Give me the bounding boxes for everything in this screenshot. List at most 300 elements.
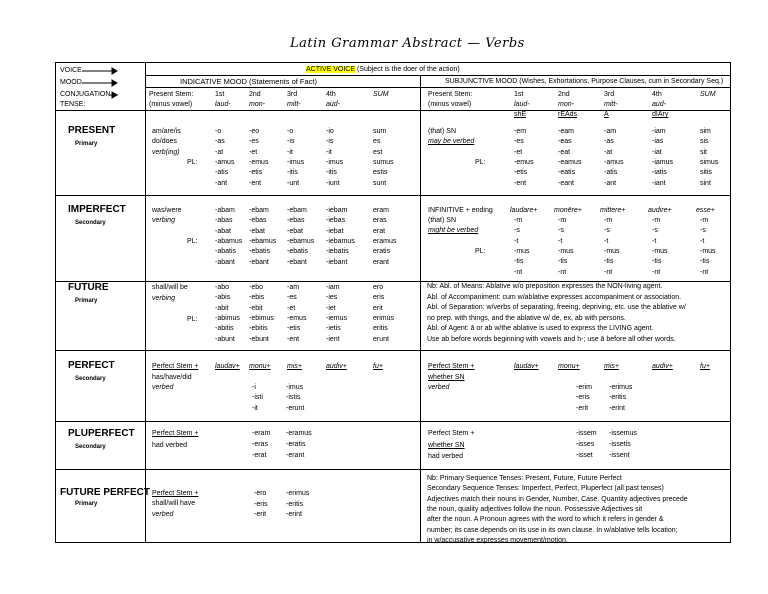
grammar-note: in w/accusative expresses movement/motion. bbox=[427, 536, 568, 544]
ending-imperfect-sub: -s bbox=[652, 227, 658, 235]
ending-imperfect-ind: -abam bbox=[215, 207, 235, 214]
ending-pluperfect-sub: -issemus bbox=[609, 430, 638, 437]
ending-present-sub: -eant bbox=[558, 179, 574, 187]
sub-conj-header: 2nd bbox=[558, 91, 570, 98]
ending-present-ind: -as bbox=[215, 138, 225, 146]
ending-present-ind: -unt bbox=[287, 179, 300, 187]
ending-imperfect-ind: -ebam bbox=[287, 207, 307, 214]
ending-future-ind: -iet bbox=[326, 304, 336, 312]
ending-imperfect-sub: -nt bbox=[604, 268, 613, 276]
ending-pluperfect-ind: -eram bbox=[252, 430, 271, 437]
ending-present-sub: sis bbox=[700, 138, 709, 146]
ending-present-ind: -es bbox=[249, 138, 259, 146]
ending-future-ind: -ebis bbox=[249, 294, 265, 302]
ending-present-sub: sit bbox=[700, 148, 707, 156]
ending-perfect-sub: -erit bbox=[576, 404, 589, 412]
ending-futperf-ind: -erimus bbox=[286, 490, 310, 497]
ending-present-sub: -emus bbox=[514, 158, 534, 166]
future-meaning: verbing bbox=[152, 295, 175, 302]
ending-imperfect-sub: -mus bbox=[514, 247, 530, 255]
sub-meaning: (that) SN bbox=[428, 128, 457, 135]
ending-imperfect-ind: -iebatis bbox=[326, 248, 349, 256]
perfect-sub-label: Perfect Stem + bbox=[428, 363, 475, 370]
ending-imperfect-sub: -tis bbox=[604, 258, 614, 266]
ending-present-sub: -es bbox=[514, 138, 524, 146]
ending-imperfect-sub: -t bbox=[604, 237, 609, 245]
mood-label: MOOD bbox=[60, 79, 82, 86]
ending-present-sub: -at bbox=[604, 148, 613, 156]
ending-present-ind: -o bbox=[215, 128, 222, 135]
ending-imperfect-ind: eram bbox=[373, 207, 389, 214]
sequence-present: Primary bbox=[75, 141, 98, 147]
ending-perfect-ind: -i bbox=[252, 384, 256, 391]
ending-present-ind: es bbox=[373, 138, 381, 146]
ending-imperfect-ind: -ebant bbox=[249, 258, 269, 266]
active-voice-note: (Subject is the doer of the action) bbox=[356, 66, 460, 73]
ending-present-sub: -et bbox=[514, 148, 523, 156]
active-voice-heading bbox=[306, 66, 460, 74]
ending-present-sub: -eas bbox=[558, 138, 572, 146]
imperfect-meaning: verbing bbox=[152, 217, 175, 224]
imperfect-meaning: was/were bbox=[152, 207, 182, 214]
present-meaning: verb(ing) bbox=[152, 148, 180, 156]
futperf-meaning: verbed bbox=[152, 511, 174, 518]
table-border-bottom bbox=[55, 542, 731, 543]
sub-meaning: may be verbed bbox=[428, 138, 475, 145]
ending-present-ind: -ant bbox=[215, 179, 228, 187]
ending-imperfect-ind: -ebam bbox=[249, 207, 269, 214]
active-voice-highlight: ACTIVE VOICE bbox=[306, 66, 356, 73]
pl-label: PL: bbox=[475, 159, 486, 166]
ending-present-sub: -iatis bbox=[652, 169, 667, 177]
infinitive-stem: monēre+ bbox=[554, 207, 582, 214]
ending-perfect-sub: -erimus bbox=[609, 384, 633, 391]
ending-imperfect-sub: -t bbox=[652, 237, 657, 245]
ending-present-sub: -as bbox=[604, 138, 614, 146]
ending-imperfect-sub: -tis bbox=[514, 258, 524, 266]
indicative-heading bbox=[180, 78, 317, 86]
sequence-future: Primary bbox=[75, 298, 98, 304]
ending-present-ind: sum bbox=[373, 128, 387, 135]
ending-pluperfect-ind: -eratis bbox=[286, 441, 306, 448]
pl-label: PL: bbox=[475, 248, 486, 255]
ind-stem: laud- bbox=[215, 101, 231, 108]
ending-present-ind: -imus bbox=[326, 158, 344, 166]
ending-future-ind: -abo bbox=[215, 284, 230, 291]
ending-present-ind: sumus bbox=[373, 158, 394, 166]
ending-imperfect-sub: -m bbox=[514, 217, 523, 224]
ending-imperfect-sub: -m bbox=[700, 217, 709, 224]
ending-futperf-ind: -erint bbox=[286, 511, 302, 519]
ending-future-ind: -ebimus bbox=[249, 314, 274, 322]
infinitive-stem: mittere+ bbox=[600, 207, 626, 214]
pluperfect-sub-label: Perfect Stem + bbox=[428, 430, 475, 437]
ending-future-ind: -abit bbox=[215, 304, 229, 312]
ending-pluperfect-ind: -erat bbox=[252, 452, 267, 459]
ending-present-ind: -etis bbox=[249, 169, 263, 177]
ablative-note: Abl. of Accompaniment: cum w/ablative expresses accompaniment or association. bbox=[427, 293, 682, 301]
label-column-divider bbox=[145, 62, 146, 543]
ending-futperf-ind: -eritis bbox=[286, 500, 304, 508]
ending-pluperfect-sub: -issetis bbox=[609, 441, 631, 448]
ending-present-ind: sunt bbox=[373, 179, 387, 187]
ending-future-ind: -abunt bbox=[215, 335, 235, 343]
ending-imperfect-sub: -t bbox=[514, 237, 519, 245]
ending-imperfect-sub: -nt bbox=[700, 268, 709, 276]
ending-pluperfect-ind: -eramus bbox=[286, 430, 312, 437]
row-divider-3 bbox=[55, 350, 731, 351]
ending-present-ind: -eo bbox=[249, 128, 260, 135]
ending-imperfect-sub: -tis bbox=[558, 258, 568, 266]
ending-imperfect-sub: -mus bbox=[700, 247, 716, 255]
pl-label: PL: bbox=[187, 159, 198, 166]
ending-perfect-sub: -erint bbox=[609, 404, 625, 412]
ending-imperfect-ind: -abat bbox=[215, 227, 231, 235]
sub-stem: mitt- bbox=[604, 101, 618, 108]
ending-imperfect-ind: -iebamus bbox=[326, 237, 355, 245]
ending-present-sub: -iamus bbox=[652, 158, 674, 166]
futperf-stem-label: Perfect Stem + bbox=[152, 490, 199, 497]
ending-imperfect-ind: -abas bbox=[215, 217, 233, 225]
ending-present-sub: sint bbox=[700, 179, 711, 187]
ending-imperfect-sub: -s bbox=[514, 227, 520, 235]
ending-present-ind: -it bbox=[326, 148, 332, 156]
sequence-futperf: Primary bbox=[75, 501, 98, 507]
ending-pluperfect-sub: -isset bbox=[576, 452, 593, 459]
row-divider-4 bbox=[55, 421, 731, 422]
ending-futperf-ind: -erit bbox=[254, 511, 267, 519]
ending-imperfect-ind: -ebatis bbox=[287, 248, 309, 256]
sub-conj-header: 1st bbox=[514, 91, 524, 98]
sub-mnemonic: dIAry bbox=[652, 111, 669, 118]
ending-imperfect-ind: -ebatis bbox=[249, 248, 271, 256]
ending-present-sub: -amus bbox=[604, 158, 624, 166]
perfect-meaning: verbed bbox=[152, 384, 174, 391]
ending-future-ind: -ebunt bbox=[249, 335, 269, 343]
ending-pluperfect-sub: -isses bbox=[576, 441, 595, 448]
sub-conj-header: SUM bbox=[700, 91, 716, 98]
ablative-note: Abl. of Agent: ā or ab w/the ablative is used to express the LIVING agent. bbox=[427, 325, 654, 333]
ending-future-ind: -abitis bbox=[215, 325, 234, 333]
sub-conj-header: 4th bbox=[652, 91, 662, 98]
ending-perfect-sub: -eris bbox=[576, 394, 590, 402]
perfect-stem: monu+ bbox=[249, 363, 271, 370]
perfect-stem: mis+ bbox=[287, 363, 302, 370]
ending-imperfect-ind: erant bbox=[373, 258, 389, 266]
tense-label: TENSE: bbox=[60, 101, 86, 108]
present-meaning: do/does bbox=[152, 138, 177, 146]
ending-present-ind: -ent bbox=[249, 179, 262, 187]
ending-present-sub: -em bbox=[514, 128, 527, 135]
sub-mnemonic: A bbox=[604, 111, 609, 118]
ending-present-ind: -amus bbox=[215, 158, 235, 166]
subjunctive-heading bbox=[445, 78, 723, 86]
tense-name-present: PRESENT bbox=[68, 125, 116, 136]
tense-name-perfect: PERFECT bbox=[68, 360, 115, 371]
sequence-perfect: Secondary bbox=[75, 376, 106, 382]
infinitive-stem: audire+ bbox=[648, 207, 672, 214]
ending-imperfect-ind: -ebamus bbox=[287, 237, 315, 245]
voice-label: VOICE bbox=[60, 67, 82, 74]
pl-label: PL: bbox=[187, 316, 198, 323]
ind-conj-header: 3rd bbox=[287, 91, 298, 98]
table-border-top bbox=[55, 62, 731, 63]
ending-imperfect-sub: -nt bbox=[652, 268, 661, 276]
tense-name-pluperfect: PLUPERFECT bbox=[68, 428, 135, 439]
ending-present-sub: -ant bbox=[604, 179, 617, 187]
ind-stem: mitt- bbox=[287, 101, 301, 108]
future-meaning: shall/will be bbox=[152, 284, 188, 291]
subjunctive-note: (Wishes, Exhortations, Purpose Clauses, cum in Secondary Seq.) bbox=[519, 78, 724, 85]
ending-imperfect-ind: eras bbox=[373, 217, 387, 225]
perfect-sub-stem: laudav+ bbox=[514, 363, 539, 370]
sub-meaning: might be verbed bbox=[428, 227, 479, 234]
header-divider-mood bbox=[145, 87, 731, 88]
ending-imperfect-ind: -ebat bbox=[249, 227, 265, 235]
grammar-note: the noun, quality adjectives follow the noun. Possessive Adjectives sit bbox=[427, 505, 643, 513]
ending-imperfect-ind: -iebam bbox=[326, 207, 348, 214]
ending-present-ind: -at bbox=[215, 148, 224, 156]
ending-present-ind: -it bbox=[287, 148, 293, 156]
ending-imperfect-sub: -t bbox=[558, 237, 563, 245]
ind-conj-header: 2nd bbox=[249, 91, 261, 98]
perfect-meaning: has/have/did bbox=[152, 374, 192, 381]
ind-conj-header: 4th bbox=[326, 91, 336, 98]
ending-present-ind: -imus bbox=[287, 158, 305, 166]
ending-pluperfect-sub: -issent bbox=[609, 452, 630, 459]
ending-future-ind: -iam bbox=[326, 284, 340, 291]
ending-future-ind: erimus bbox=[373, 314, 395, 322]
ending-present-sub: -eamus bbox=[558, 158, 582, 166]
ending-future-ind: -ent bbox=[287, 335, 300, 343]
ending-imperfect-ind: -iebas bbox=[326, 217, 346, 225]
row-divider-5 bbox=[55, 469, 731, 470]
ending-future-ind: -abis bbox=[215, 294, 231, 302]
ending-pluperfect-ind: -erant bbox=[286, 452, 305, 459]
ending-imperfect-sub: -mus bbox=[652, 247, 668, 255]
ending-imperfect-sub: -m bbox=[604, 217, 613, 224]
perfect-sub-meaning: verbed bbox=[428, 384, 450, 391]
ending-future-ind: -ebitis bbox=[249, 325, 268, 333]
sub-meaning: (that) SN bbox=[428, 217, 457, 224]
ending-imperfect-sub: -m bbox=[652, 217, 661, 224]
ending-imperfect-sub: -nt bbox=[514, 268, 523, 276]
ending-present-ind: est bbox=[373, 148, 383, 156]
ending-imperfect-sub: -s bbox=[700, 227, 706, 235]
ending-imperfect-ind: -ebamus bbox=[249, 237, 277, 245]
grammar-note: Adjectives match their nouns in Gender, Number, Case. Quantity adjectives precede bbox=[427, 495, 688, 503]
infinitive-stem: esse+ bbox=[696, 207, 715, 214]
ending-perfect-sub: -erim bbox=[576, 384, 592, 391]
ind-conj-header: SUM bbox=[373, 91, 389, 98]
table-border-right bbox=[730, 62, 731, 543]
ending-present-sub: -ent bbox=[514, 179, 527, 187]
ending-present-ind: -iunt bbox=[326, 179, 340, 187]
ending-imperfect-ind: erat bbox=[373, 227, 386, 235]
mood-column-divider bbox=[420, 75, 421, 543]
ending-imperfect-ind: eramus bbox=[373, 237, 397, 245]
sub-stem: mon- bbox=[558, 101, 574, 108]
ending-imperfect-sub: -m bbox=[558, 217, 567, 224]
infinitive-stem: laudare+ bbox=[510, 207, 538, 214]
perfect-stem: laudav+ bbox=[215, 363, 240, 370]
ending-imperfect-sub: -mus bbox=[558, 247, 574, 255]
ending-future-ind: -ebo bbox=[249, 284, 264, 291]
ending-future-ind: eritis bbox=[373, 325, 388, 333]
ending-present-sub: -eat bbox=[558, 148, 571, 156]
ending-present-ind: -emus bbox=[249, 158, 269, 166]
pluperfect-meaning: had verbed bbox=[152, 442, 188, 449]
ending-present-sub: simus bbox=[700, 158, 719, 166]
perfect-sub-stem: fu+ bbox=[700, 363, 710, 370]
ending-present-ind: -is bbox=[287, 138, 295, 146]
ending-imperfect-ind: -abant bbox=[215, 258, 235, 266]
perfect-stem-label: Perfect Stem + bbox=[152, 363, 199, 370]
ablative-note: no prep. with things, and the ablative w/ de, ex, ab with persons. bbox=[427, 314, 626, 322]
header-divider-voice bbox=[145, 75, 731, 76]
ind-stem: mon- bbox=[249, 101, 265, 108]
sub-conj-header: 3rd bbox=[604, 91, 615, 98]
sub-minus-vowel-label: (minus vowel) bbox=[428, 101, 472, 108]
ending-perfect-ind: -imus bbox=[286, 384, 304, 391]
ending-imperfect-ind: -abamus bbox=[215, 237, 243, 245]
ending-present-sub: sim bbox=[700, 128, 711, 135]
ending-imperfect-ind: -ebas bbox=[287, 217, 305, 225]
ending-future-ind: -ietis bbox=[326, 325, 341, 333]
ending-future-ind: -ies bbox=[326, 294, 338, 302]
ending-futperf-ind: -ero bbox=[254, 490, 267, 497]
table-border-left bbox=[55, 62, 56, 543]
indicative-note: (Statements of Fact) bbox=[249, 77, 317, 86]
ending-present-sub: -ias bbox=[652, 138, 664, 146]
ending-imperfect-sub: -s bbox=[558, 227, 564, 235]
grammar-note: Nb: Primary Sequence Tenses: Present, Future, Future Perfect bbox=[427, 475, 622, 482]
perfect-sub-stem: mis+ bbox=[604, 363, 619, 370]
tense-name-futperf: FUTURE PERFECT bbox=[60, 487, 150, 498]
ending-perfect-ind: -it bbox=[252, 404, 258, 412]
row-divider-1 bbox=[55, 195, 731, 196]
ending-imperfect-sub: -nt bbox=[558, 268, 567, 276]
perfect-sub-stem: audiv+ bbox=[652, 363, 673, 370]
ending-pluperfect-sub: -issem bbox=[576, 430, 597, 437]
tense-name-future: FUTURE bbox=[68, 282, 109, 293]
ending-present-sub: -atis bbox=[604, 169, 618, 177]
pluperfect-stem-label: Perfect Stem + bbox=[152, 430, 199, 437]
ending-perfect-sub: -eritis bbox=[609, 394, 627, 402]
ending-imperfect-ind: -ebant bbox=[287, 258, 307, 266]
ending-future-ind: -am bbox=[287, 284, 300, 291]
ending-imperfect-sub: -tis bbox=[652, 258, 662, 266]
ending-present-ind: -itis bbox=[287, 169, 298, 177]
ending-future-ind: -iemus bbox=[326, 314, 348, 322]
ending-future-ind: -emus bbox=[287, 314, 307, 322]
arrow-icons bbox=[82, 64, 118, 104]
grammar-note: Secondary Sequence Tenses: Imperfect, Perfect, Pluperfect (all past tenses) bbox=[427, 485, 664, 493]
perfect-stem: audiv+ bbox=[326, 363, 347, 370]
pluperfect-sub-meaning: whether SN bbox=[428, 442, 465, 449]
sub-stem: laud- bbox=[514, 101, 530, 108]
ablative-note: Abl. of Separation: w/verbs of separating, freeing, depriving, etc. use the ablative w/ bbox=[427, 304, 686, 312]
perfect-sub-stem: monu+ bbox=[558, 363, 580, 370]
ind-conj-header: 1st bbox=[215, 91, 225, 98]
ending-future-ind: -ient bbox=[326, 335, 340, 343]
ending-imperfect-ind: -iebat bbox=[326, 227, 344, 235]
conjugation-label: CONJUGATION bbox=[60, 91, 111, 98]
ending-perfect-ind: -istis bbox=[286, 394, 301, 402]
ending-future-ind: -et bbox=[287, 304, 296, 312]
ending-present-sub: sitis bbox=[700, 169, 713, 177]
sub-mnemonic: rEAds bbox=[558, 111, 578, 118]
ending-present-ind: -et bbox=[249, 148, 258, 156]
ending-future-ind: -abimus bbox=[215, 314, 240, 322]
ending-imperfect-sub: -s bbox=[604, 227, 610, 235]
ending-imperfect-ind: -ebat bbox=[287, 227, 303, 235]
pl-label: PL: bbox=[187, 238, 198, 245]
ending-present-ind: -is bbox=[326, 138, 334, 146]
ending-imperfect-ind: -ebas bbox=[249, 217, 267, 225]
ending-present-ind: -atis bbox=[215, 169, 229, 177]
sub-stem: aud- bbox=[652, 101, 667, 108]
futperf-meaning: shall/will have bbox=[152, 500, 196, 507]
minus-vowel-label: (minus vowel) bbox=[149, 101, 193, 108]
ending-future-ind: -etis bbox=[287, 325, 301, 333]
ending-imperfect-ind: -iebant bbox=[326, 258, 348, 266]
ending-imperfect-sub: -mus bbox=[604, 247, 620, 255]
row-divider-2 bbox=[55, 281, 731, 282]
sub-present-stem-label: Present Stem: bbox=[428, 91, 473, 98]
ind-stem: aud- bbox=[326, 101, 341, 108]
perfect-stem: fu+ bbox=[373, 363, 383, 370]
ending-present-sub: -am bbox=[604, 128, 617, 135]
present-meaning: am/are/is bbox=[152, 128, 181, 135]
ending-future-ind: -es bbox=[287, 294, 297, 302]
ending-future-ind: erit bbox=[373, 304, 383, 312]
ending-present-sub: -iat bbox=[652, 148, 662, 156]
ending-perfect-ind: -erunt bbox=[286, 404, 305, 412]
sequence-pluperfect: Secondary bbox=[75, 444, 106, 450]
ending-imperfect-sub: -tis bbox=[700, 258, 710, 266]
ending-present-ind: estis bbox=[373, 169, 388, 177]
subjunctive-title: SUBJUNCTIVE MOOD bbox=[445, 78, 518, 85]
sub-mnemonic: shE bbox=[514, 111, 527, 118]
ablative-note: Nb: Abl. of Means: Ablative w/o preposition expresses the NON-living agent. bbox=[427, 283, 663, 290]
ending-present-sub: -eatis bbox=[558, 169, 576, 177]
ending-future-ind: ero bbox=[373, 284, 384, 291]
tense-name-imperfect: IMPERFECT bbox=[68, 204, 126, 215]
ending-present-sub: -iam bbox=[652, 128, 666, 135]
ending-future-ind: erunt bbox=[373, 335, 389, 343]
ending-imperfect-ind: eratis bbox=[373, 248, 391, 256]
ending-perfect-ind: -isti bbox=[252, 394, 263, 402]
ending-present-sub: -etis bbox=[514, 169, 528, 177]
ending-present-ind: -itis bbox=[326, 169, 337, 177]
ending-imperfect-ind: -abatis bbox=[215, 248, 237, 256]
pluperfect-sub-meaning: had verbed bbox=[428, 453, 464, 460]
indicative-title: INDICATIVE MOOD bbox=[180, 77, 247, 86]
ending-imperfect-sub: -t bbox=[700, 237, 705, 245]
ending-present-ind: -io bbox=[326, 128, 334, 135]
grammar-note: after the noun. A Pronoun agrees with the word to which it refers in gender & bbox=[427, 516, 664, 524]
ending-present-ind: -o bbox=[287, 128, 294, 135]
header-divider-bottom bbox=[55, 110, 731, 111]
sequence-imperfect: Secondary bbox=[75, 220, 106, 226]
ending-present-sub: -eam bbox=[558, 128, 574, 135]
page-title: Latin Grammar Abstract — Verbs bbox=[290, 36, 525, 51]
ablative-note: Use ab before words beginning with vowels and h-; use ā before all other words. bbox=[427, 336, 676, 343]
perfect-sub-meaning: whether SN bbox=[428, 374, 465, 381]
ending-pluperfect-ind: -eras bbox=[252, 441, 268, 448]
present-stem-label: Present Stem: bbox=[149, 91, 194, 98]
